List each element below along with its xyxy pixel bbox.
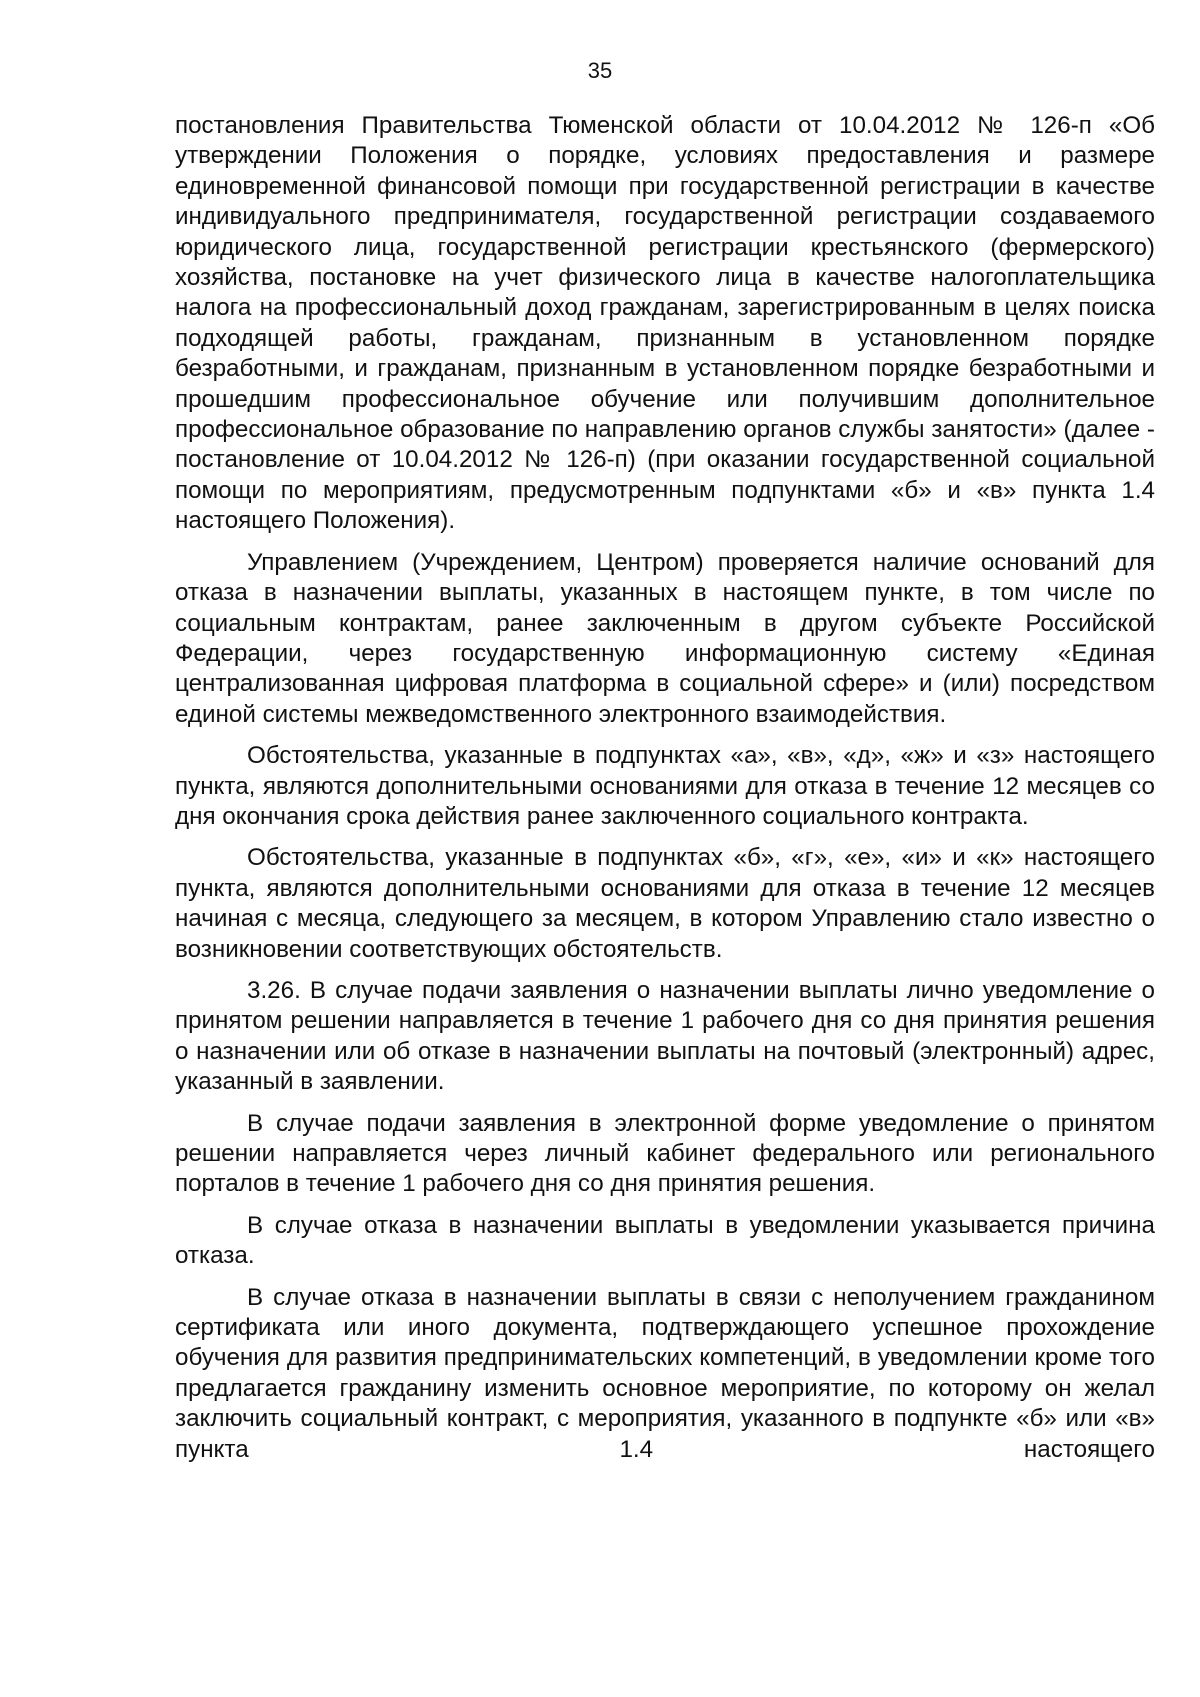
- paragraph-3-26: 3.26. В случае подачи заявления о назначении выплаты лично уведомление о принятом решении направляется в течение 1 рабочего дня со дня принятия решения о назначении или об отказе в назначении выплаты на почтовый (электронный) адрес, указанный в заявлении.: [175, 976, 1155, 1096]
- page-number: 35: [587, 58, 613, 83]
- paragraph-verification: Управлением (Учреждением, Центром) проверяется наличие оснований для отказа в назначении выплаты, указанных в настоящем пункте, в том числе по социальным контрактам, ранее заключенным в другом субъекте Российской Федерации, через государственную информационную систему «Единая централизованная цифровая платформа в социальной сфере» и (или) посредством единой системы межведомственного электронного взаимодействия.: [175, 548, 1155, 728]
- paragraph-circumstances-b: Обстоятельства, указанные в подпунктах «б», «г», «е», «и» и «к» настоящего пункта, являются дополнительными основаниями для отказа в течение 12 месяцев начиная с месяца, следующего за месяцем, в котором Управлению стало известно о возникновении соответствующих обстоятельств.: [175, 844, 1155, 963]
- paragraph-refusal-certificate: В случае отказа в назначении выплаты в связи с неполучением гражданином сертификата или иного документа, подтверждающего успешное прохождение обучения для развития предпринимательских компетенций, в уведомлении кроме того предлагается гражданину изменить основное мероприятие, по которому он желал заключить социальный контракт, с мероприятия, указанного в подпункте «б» или «в» пункта 1.4 настоящего: [175, 1283, 1155, 1463]
- paragraph-refusal-reason: В случае отказа в назначении выплаты в уведомлении указывается причина отказа.: [175, 1211, 1155, 1270]
- document-body: [175, 111, 1155, 1476]
- paragraph-circumstances-a: Обстоятельства, указанные в подпунктах «а», «в», «д», «ж» и «з» настоящего пункта, являются дополнительными основаниями для отказа в течение 12 месяцев со дня окончания срока действия ранее заключенного социального контракта.: [175, 742, 1155, 830]
- paragraph-continuation: постановления Правительства Тюменской области от 10.04.2012 № 126-п «Об утверждении Положения о порядке, условиях предоставления и размере единовременной финансовой помощи при государственной регистрации в качестве индивидуального предпринимателя, государственной регистрации создаваемого юридического лица, государственной регистрации крестьянского (фермерского) хозяйства, постановке на учет физического лица в качестве налогоплательщика налога на профессиональный доход гражданам, зарегистрированным в целях поиска подходящей работы, гражданам, признанным в установленном порядке безработными, и гражданам, признанным в установленном порядке безработными и прошедшим профессиональное обучение или получившим дополнительное профессиональное образование по направлению органов службы занятости» (далее - постановление от 10.04.2012 № 126-п) (при оказании государственной социальной помощи по мероприятиям, предусмотренным подпунктами «б» и «в» пункта 1.4 настоящего Положения).: [175, 112, 1155, 535]
- paragraph-electronic-form: В случае подачи заявления в электронной форме уведомление о принятом решении направляется через личный кабинет федерального или регионального порталов в течение 1 рабочего дня со дня принятия решения.: [175, 1109, 1155, 1198]
